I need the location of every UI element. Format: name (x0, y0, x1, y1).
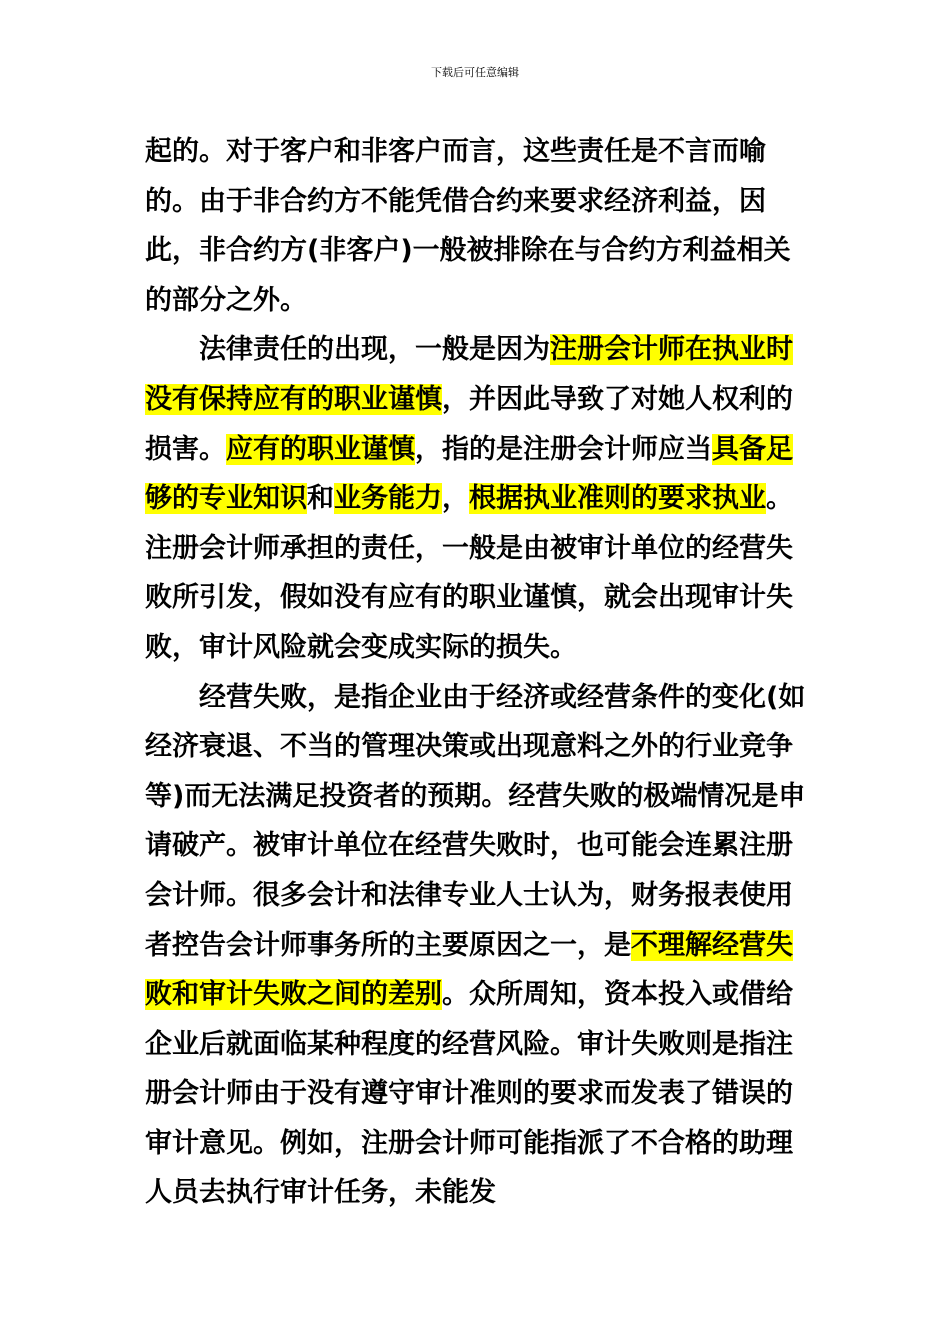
text-segment: ，并因此导致了对她人权利的损害。 (145, 383, 793, 465)
paragraph-1 (145, 127, 810, 325)
text-segment: 经营失败，是指企业由于经济或经营条件的变化(如经济衰退、不当的管理决策或出现意料之外的行业竞争等)而无法满足投资者的预期。经营失败的极端情况是申请破产。被审计单位在经营失败时，也可能会连累注册会计师。很多会计和法律专业人士认为，财务报表使用者控告会计师事务所的主要原因之一，是 (145, 681, 806, 961)
text-segment: ， (442, 483, 469, 515)
text-segment: 。注册会计师承担的责任，一般是由被审计单位的经营失败所引发，假如没有应有的职业谨慎，就会出现审计失败，审计风险就会变成实际的损失。 (145, 483, 793, 663)
text-segment: 起的。对于客户和非客户而言，这些责任是不言而喻的。由于非合约方不能凭借合约来要求经济利益，因此，非合约方(非客户)一般被排除在与合约方利益相关的部分之外。 (145, 136, 791, 316)
paragraph-3 (145, 673, 810, 1219)
highlighted-text: 业务能力 (334, 483, 442, 515)
highlighted-text: 不理解经营失败和审计失败之间的差别 (145, 929, 793, 1011)
highlighted-text: 具备足够的专业知识 (145, 433, 793, 515)
text-segment: 法律责任的出现，一般是因为 (199, 334, 550, 366)
paragraph-2 (145, 325, 810, 672)
text-segment: 和 (307, 483, 334, 515)
text-segment: ，指的是注册会计师应当 (415, 433, 712, 465)
highlighted-text: 注册会计师在执业时没有保持应有的职业谨慎 (145, 334, 793, 415)
highlighted-text: 应有的职业谨慎 (226, 433, 415, 465)
page-header: 下载后可任意编辑 (431, 66, 519, 79)
text-segment: 。众所周知，资本投入或借给企业后就面临某种程度的经营风险。审计失败则是指注册会计师由于没有遵守审计准则的要求而发表了错误的审计意见。例如，注册会计师可能指派了不合格的助理人员去执行审计任务，未能发 (145, 979, 793, 1209)
document-body (145, 127, 810, 1218)
highlighted-text: 根据执业准则的要求执业 (469, 483, 766, 515)
